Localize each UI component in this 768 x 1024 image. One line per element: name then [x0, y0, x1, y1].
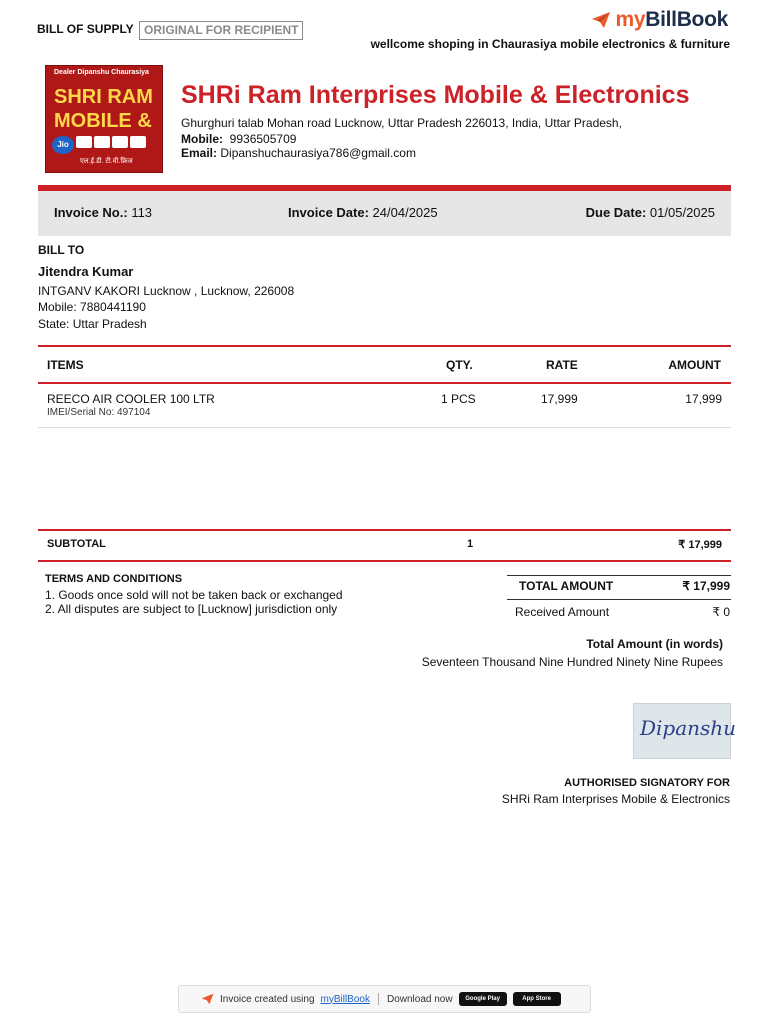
mobile-label: Mobile: — [181, 132, 223, 146]
subtotal-amount: ₹ 17,999 — [678, 539, 722, 551]
brand-name — [615, 8, 728, 32]
terms-heading: TERMS AND CONDITIONS — [45, 573, 183, 585]
brand-plane-icon — [201, 993, 214, 1005]
col-items-header: ITEMS — [47, 358, 84, 372]
tagline: wellcome shoping in Chaurasiya mobile electronics & furniture — [370, 37, 730, 51]
terms-line-1: 1. Goods once sold will not be taken back or exchanged — [45, 588, 343, 602]
brand-plane-icon — [591, 11, 611, 29]
total-top-rule — [507, 575, 731, 576]
footer-download-text: Download now — [386, 993, 453, 1005]
footer-separator — [378, 993, 379, 1005]
received-amount-value: ₹ 0 — [712, 605, 730, 619]
item-name: REECO AIR COOLER 100 LTR — [47, 392, 215, 406]
customer-mobile: Mobile: 7880441190 — [38, 300, 146, 314]
due-date — [586, 205, 715, 220]
item-serial: IMEI/Serial No: 497104 — [47, 407, 151, 418]
invoice-date-value: 24/04/2025 — [372, 205, 438, 220]
signature-text: Dipanshu — [640, 716, 737, 740]
copy-badge: ORIGINAL FOR RECIPIENT — [139, 21, 303, 40]
brand-name-my: my — [615, 8, 646, 31]
email-value: Dipanshuchaurasiya786@gmail.com — [220, 146, 416, 160]
amount-in-words-value: Seventeen Thousand Nine Hundred Ninety Nine Rupees — [421, 655, 723, 669]
col-qty-header: QTY. — [446, 358, 473, 372]
invoice-date — [288, 205, 438, 220]
app-store-badge[interactable]: App Store — [513, 992, 561, 1006]
google-play-badge[interactable]: Google Play — [459, 992, 507, 1006]
table-top-rule — [38, 345, 731, 347]
brand-chip — [94, 136, 110, 148]
brand-chip — [112, 136, 128, 148]
invoice-number-value: 113 — [131, 205, 153, 220]
company-name: SHRi Ram Interprises Mobile & Electronics — [181, 81, 690, 109]
due-date-value: 01/05/2025 — [649, 205, 715, 220]
table-header-rule — [38, 382, 731, 384]
mobile-value: 9936505709 — [229, 132, 297, 146]
subtotal-label: SUBTOTAL — [47, 538, 106, 550]
received-amount-label: Received Amount — [515, 605, 610, 619]
invoice-number — [54, 205, 152, 220]
col-amount-header: AMOUNT — [668, 358, 721, 372]
invoice-date-label: Invoice Date: — [288, 205, 369, 220]
customer-name: Jitendra Kumar — [38, 264, 134, 279]
company-email — [181, 146, 416, 160]
brand-chip — [76, 136, 92, 148]
item-amount: 17,999 — [685, 392, 722, 406]
company-address: Ghurghuri talab Mohan road Lucknow, Uttar Pradesh 226013, India, Uttar Pradesh, — [181, 116, 622, 130]
due-date-label: Due Date: — [585, 205, 647, 220]
logo-brand-chips — [52, 136, 146, 154]
footer-mybillbook-link[interactable]: myBillBook — [320, 993, 370, 1005]
amount-in-words-label: Total Amount (in words) — [586, 637, 723, 651]
row-divider — [38, 427, 731, 428]
signature-image — [633, 703, 737, 759]
bill-to-heading: BILL TO — [38, 243, 85, 257]
terms-line-2: 2. All disputes are subject to [Lucknow] jurisdiction only — [45, 602, 338, 616]
brand-chip — [130, 136, 146, 148]
subtotal-bottom-rule — [38, 560, 731, 562]
logo-line-1: SHRI RAM — [54, 86, 153, 108]
total-amount-label: TOTAL AMOUNT — [519, 579, 614, 593]
authorised-signatory-company: SHRi Ram Interprises Mobile & Electronics — [501, 792, 730, 806]
customer-state: State: Uttar Pradesh — [38, 317, 147, 331]
total-amount-value: ₹ 17,999 — [682, 579, 730, 593]
authorised-signatory-label: AUTHORISED SIGNATORY FOR — [564, 777, 730, 789]
brand-logo — [591, 8, 728, 32]
subtotal-top-rule — [38, 529, 731, 531]
item-rate: 17,999 — [541, 392, 578, 406]
shop-logo — [45, 65, 163, 173]
footer-created-text: Invoice created using — [220, 993, 315, 1005]
brand-name-rest: BillBook — [645, 8, 728, 31]
email-label: Email: — [181, 146, 218, 160]
invoice-number-label: Invoice No.: — [54, 205, 128, 220]
item-qty: 1 PCS — [441, 392, 476, 406]
jio-logo: Jio — [52, 136, 74, 154]
logo-dealer-text: Dealer Dipanshu Chaurasiya — [54, 69, 149, 76]
document-type: BILL OF SUPPLY — [37, 22, 134, 36]
total-bottom-rule — [507, 599, 731, 600]
subtotal-qty: 1 — [467, 538, 474, 550]
footer-banner — [178, 985, 591, 1013]
company-mobile — [181, 132, 296, 146]
logo-footer-text: एल.ई.डी. टी.वी.फ्रिज — [80, 158, 133, 165]
customer-address: INTGANV KAKORI Lucknow , Lucknow, 226008 — [38, 284, 295, 298]
col-rate-header: RATE — [546, 358, 578, 372]
logo-line-2: MOBILE & — [54, 110, 152, 132]
